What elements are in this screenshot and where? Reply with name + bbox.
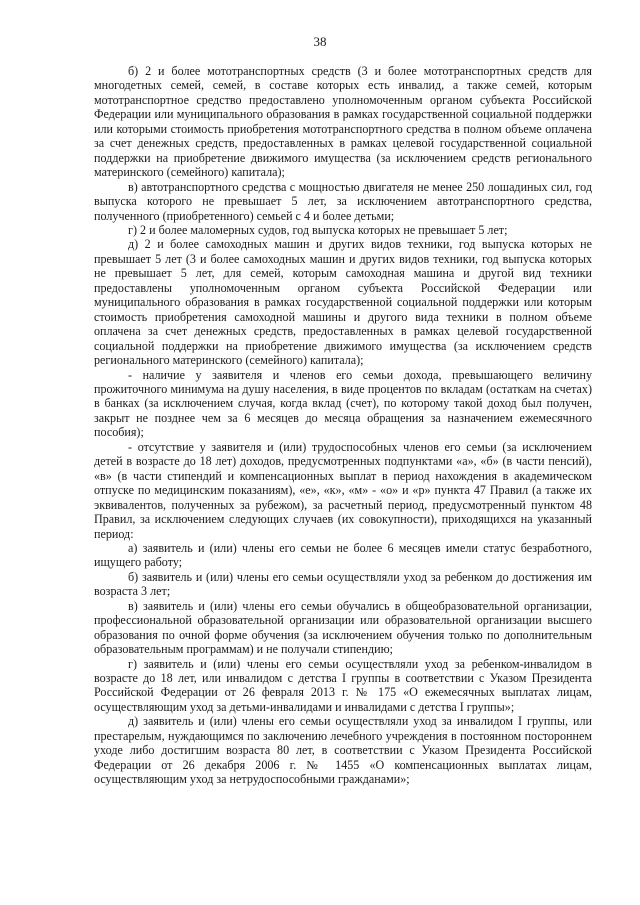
paragraph: б) заявитель и (или) члены его семьи осуществляли уход за ребенком до достижения им возраста 3 лет; <box>94 569 592 599</box>
paragraph: - наличие у заявителя и членов его семьи дохода, превышающего величину прожиточного минимума на душу населения, в виде процентов по вкладам (остаткам на счетах) в банках (за исключением случая, когда вклад (счет), по которому такой доход был получен, закрыт не позднее чем за 6 месяцев до месяца обращения за назначением ежемесячного пособия); <box>94 367 592 440</box>
paragraph: д) 2 и более самоходных машин и других видов техники, год выпуска которых не превышает 5 лет (3 и более самоходных машин и других видов техники, год выпуска которых не превышает 5 лет, для семей, которым самоходная машина и другой вид техники предоставлены уполномоченным органом субъекта Российской Федерации или муниципального образования в рамках государственной социальной поддержки или которым стоимость приобретения самоходной машины и другого вида техники в полном объеме оплачена за счет денежных средств, предоставленных в рамках целевой государственной социальной поддержки на приобретение движимого имущества (за исключением средств регионального материнского (семейного) капитала); <box>94 237 592 368</box>
page-number: 38 <box>313 34 327 49</box>
paragraph: а) заявитель и (или) члены его семьи не более 6 месяцев имели статус безработного, ищущего работу; <box>94 540 592 570</box>
paragraph: б) 2 и более мототранспортных средств (3 и более мототранспортных средств для многодетных семей, семей, в составе которых есть инвалид, а также семей, которым мототранспортное средство предоставлено уполномоченным органом субъекта Российской Федерации или муниципального образования в рамках государственной социальной поддержки или которыми стоимость приобретения мототранспортного средства в полном объеме оплачена за счет денежных средств, предоставленных в рамках целевой государственной социальной поддержки на приобретение движимого имущества (за исключением средств регионального материнского (семейного) капитала); <box>94 64 592 180</box>
document-body <box>94 64 592 787</box>
paragraph: - отсутствие у заявителя и (или) трудоспособных членов его семьи (за исключением детей в возрасте до 18 лет) доходов, предусмотренных подпунктами «а», «б» (в части пенсий), «в» (в части стипендий и компенсационных выплат в период нахождения в академическом отпуске по медицинским показаниям), «е», «к», «м» - «о» и «р» пункта 47 Правил (а также их эквивалентов, полученных за рубежом), за расчетный период, предусмотренный пунктом 48 Правил, за исключением следующих случаев (их совокупности), приходящихся на указанный период: <box>94 439 592 541</box>
paragraph: д) заявитель и (или) члены его семьи осуществляли уход за инвалидом I группы, или престарелым, нуждающимся по заключению лечебного учреждения в постоянном постороннем уходе либо достигшим возраста 80 лет, в соответствии с Указом Президента Российской Федерации от 26 декабря 2006 г. № 1455 «О компенсационных выплатах лицам, осуществляющим уход за нетрудоспособными гражданами»; <box>94 714 592 787</box>
paragraph: г) 2 и более маломерных судов, год выпуска которых не превышает 5 лет; <box>128 222 508 237</box>
paragraph: г) заявитель и (или) члены его семьи осуществляли уход за ребенком-инвалидом в возрасте до 18 лет, или инвалидом с детства I группы в соответствии с Указом Президента Российской Федерации от 26 февраля 2013 г. № 175 «О ежемесячных выплатах лицам, осуществляющим уход за детьми-инвалидами и инвалидами с детства I группы»; <box>94 656 592 714</box>
paragraph: в) автотранспортного средства с мощностью двигателя не менее 250 лошадиных сил, год выпуска которого не превышает 5 лет, за исключением автотранспортного средства, полученного (приобретенного) семьей с 4 и более детьми; <box>94 179 592 223</box>
paragraph: в) заявитель и (или) члены его семьи обучались в общеобразовательной организации, профессиональной образовательной организации или образовательной организации высшего образования по очной форме обучения (за исключением обучения только по дополнительным образовательным программам) и не получали стипендию; <box>94 598 592 657</box>
